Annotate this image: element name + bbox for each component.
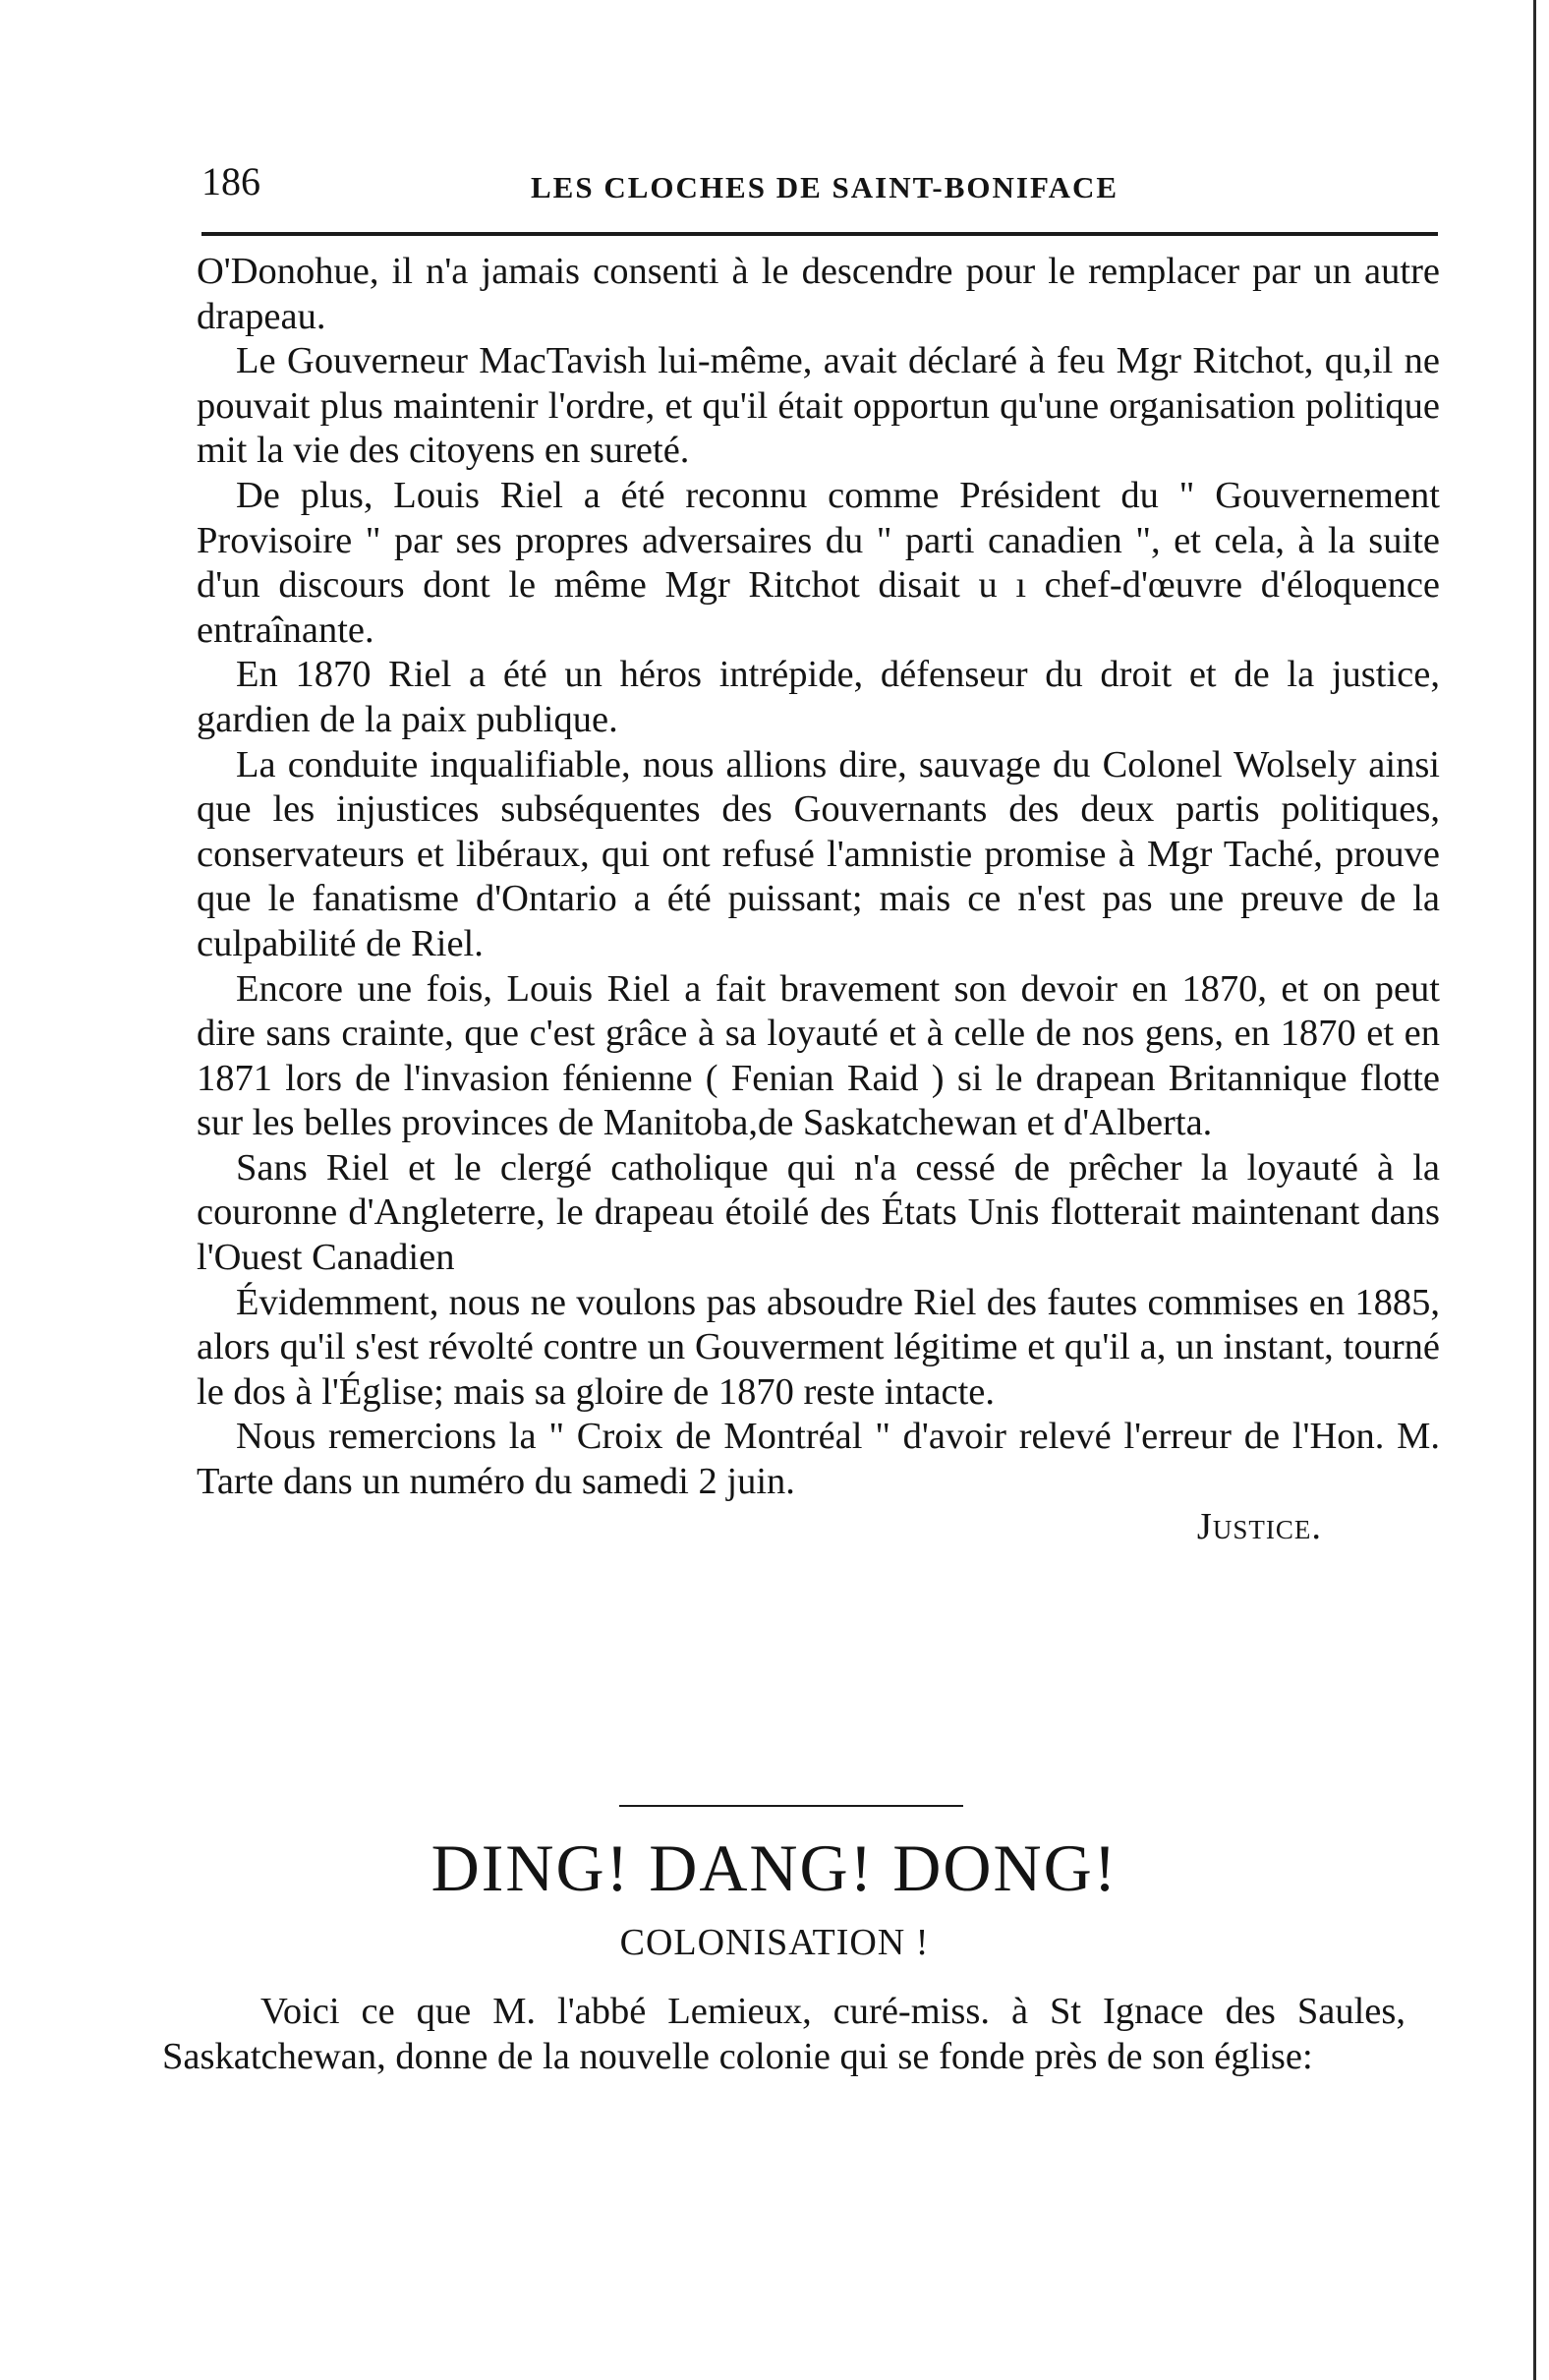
header-rule <box>201 232 1438 236</box>
paragraph: Encore une fois, Louis Riel a fait bravement son devoir en 1870, et on peut dire sans crainte, que c'est grâce à sa loyauté et à celle de nos gens, en 1870 et en 1871 lors de l'invasion fénienne ( Fenian Raid ) si le drapean Britannique flotte sur les belles provinces de Manitoba,de Saskatchewan et d'Alberta. <box>197 967 1440 1144</box>
paragraph: Sans Riel et le clergé catholique qui n'a cessé de prêcher la loyauté à la couronne d'Angleterre, le drapeau étoilé des États Unis flotterait maintenant dans l'Ouest Canadien <box>197 1146 1440 1279</box>
section-title: DING! DANG! DONG! <box>430 1830 1119 1905</box>
paragraph: La conduite inqualifiable, nous allions dire, sauvage du Colonel Wolsely ainsi que les injustices subséquentes des Gouvernants des deux partis politiques, conservateurs et libéraux, qui ont refusé l'amnistie promise à Mgr Taché, prouve que le fanatisme d'Ontario a été puissant; mais ce n'est pas une preuve de la culpabilité de Riel. <box>197 743 1440 964</box>
section-divider <box>619 1805 963 1807</box>
paragraph: En 1870 Riel a été un héros intrépide, défenseur du droit et de la justice, gardien de la paix publique. <box>197 654 1440 740</box>
page-number: 186 <box>201 159 260 203</box>
page-header <box>201 157 1438 216</box>
paragraph: De plus, Louis Riel a été reconnu comme Président du " Gouvernement Provisoire " par ses propres adversaires du " parti canadien ", et cela, à la suite d'un discours dont le même Mgr Ritchot disait u ı chef-d'œuvre d'éloquence entraînante. <box>197 474 1440 651</box>
section-body <box>162 1990 1406 2079</box>
article-body <box>197 250 1440 1549</box>
signature: Justice. <box>1196 1505 1322 1547</box>
page-edge-line <box>1533 0 1536 2380</box>
paragraph: Évidemment, nous ne voulons pas absoudre Riel des fautes commises en 1885, alors qu'il s'est révolté contre un Gouverment légitime et qu'il a, un instant, tourné le dos à l'Église; mais sa gloire de 1870 reste intacte. <box>197 1281 1440 1413</box>
paragraph: Nous remercions la " Croix de Montréal " d'avoir relevé l'erreur de l'Hon. M. Tarte dans un numéro du samedi 2 juin. <box>197 1416 1440 1503</box>
paragraph: O'Donohue, il n'a jamais consenti à le descendre pour le remplacer par un autre drapeau. <box>197 251 1440 337</box>
running-head: LES CLOCHES DE SAINT-BONIFACE <box>531 170 1119 204</box>
paragraph: Voici ce que M. l'abbé Lemieux, curé-miss. à St Ignace des Saules, Saskatchewan, donne de la nouvelle colonie qui se fonde près de son église: <box>162 1991 1406 2077</box>
paragraph: Le Gouverneur MacTavish lui-même, avait déclaré à feu Mgr Ritchot, qu,il ne pouvait plus maintenir l'ordre, et qu'il était opportun qu'une organisation politique mit la vie des citoyens en sureté. <box>197 340 1440 472</box>
section-subtitle: COLONISATION ! <box>619 1922 930 1963</box>
